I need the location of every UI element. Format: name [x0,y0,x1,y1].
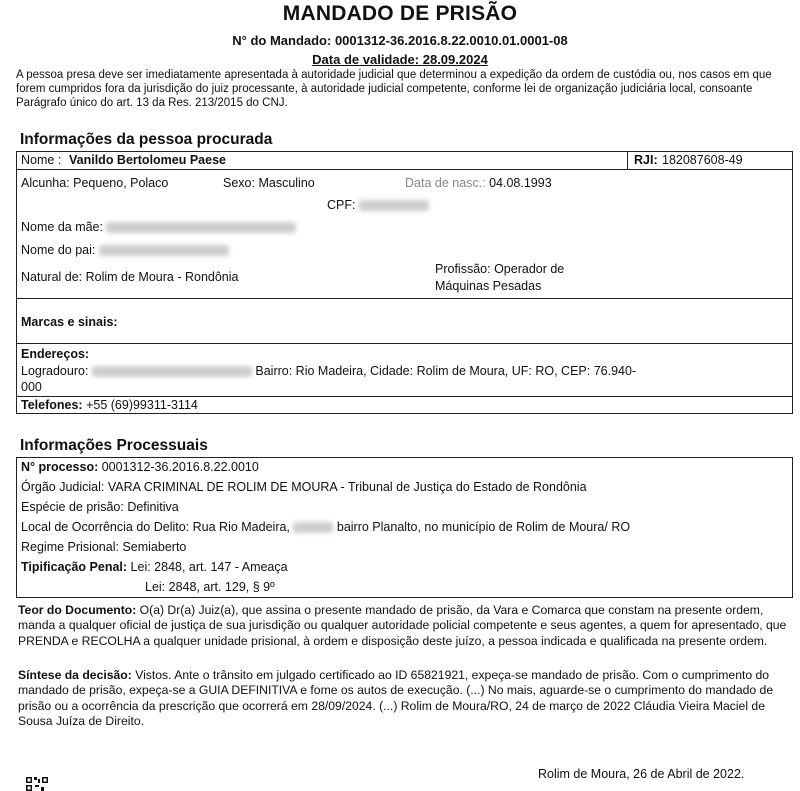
father-name-label: Nome do pai: [21,243,96,257]
cpf-redacted [359,200,429,211]
cpf-label: CPF: [327,198,356,212]
validity-date-line [0,52,800,67]
rji-cell [627,151,793,170]
notice-paragraph: A pessoa presa deve ser imediatamente apresentada à autoridade judicial que determinou a expedição da ordem de custódia ou, nos casos em que forem cumpridos fora da jurisdição do juiz processante, à autoridade judicial competente, conforme lei de organização judiciária local, consoante Parágrafo único do art. 13 da Res. 213/2015 do CNJ. [16,69,772,109]
process-number: 0001312-36.2016.8.22.0010 [101,460,259,474]
arrest-type-field [21,500,179,514]
penal-classification-label: Tipificação Penal: [21,560,128,574]
phone-box [16,396,793,414]
document-content-paragraph [18,603,790,649]
crime-location-label: Local de Ocorrência do Delito: [21,520,190,534]
birth-date-value: 04.08.1993 [489,176,552,190]
alcunha-field [21,176,168,190]
cpf-field [327,198,429,212]
penal-classification-field [21,560,288,574]
document-content-text: O(a) Dr(a) Juiz(a), que assina o presente mandado de prisão, da Vara e Comarca que constam na presente ordem, manda a qualquer oficial de justiça de sua jurisdição ou qualquer autoridade policial competente e seus agentes, a quem for apresentado, que PRENDA e RECOLHA a qualquer unidade prisional, à ordem e disposição deste juízo, a pessoa indicada e qualificada na presente ordem. [18,603,787,648]
validity-date: 28.09.2024 [422,52,488,67]
court-value: VARA CRIMINAL DE ROLIM DE MOURA - Tribunal de Justiça do Estado de Rondônia [107,480,587,494]
document-title: MANDADO DE PRISÃO [282,2,518,25]
name-row [16,151,628,170]
regime-field [21,540,186,554]
penal-classification-1: Lei: 2848, art. 147 - Ameaça [130,560,288,574]
crime-location-redacted [293,522,333,533]
natural-field [21,270,239,284]
mother-name-field [21,220,296,234]
father-name-redacted [99,245,229,256]
person-name: Vanildo Bertolomeu Paese [69,153,226,167]
address-rest: Bairro: Rio Madeira, Cidade: Rolim de Moura, UF: RO, CEP: 76.940- [255,364,637,378]
marks-box [16,298,793,344]
document-content-label: Teor do Documento: [18,603,137,617]
profissao-label: Profissão: [435,262,491,276]
person-details-box [16,169,793,299]
name-label: Nome : [21,153,62,167]
birth-date-field [405,176,552,190]
crime-location-rest: bairro Planalto, no município de Rolim de Moura/ RO [336,520,631,534]
street-label: Logradouro: [21,364,89,378]
decision-summary-text: Vistos. Ante o trânsito em julgado certificado ao ID 65821921, expeça-se mandado de prisão. Com o cumprimento do mandado de prisão, expeça-se a GUIA DEFINITIVA e fome os autos de execução. (...) No mais, aguarde-se o cumprimento do mandado de prisão ou a ocorrência da prescrição que ocorrerá em 28/09/2024. (...) Rolim de Moura/RO, 24 de março de 2022 Cláudia Vieira Maciel de Sousa Juíza de Direito. [18,668,774,729]
mother-name-label: Nome da mãe: [21,220,103,234]
phone-field [21,398,198,412]
address-continuation: 000 [21,380,42,394]
arrest-type-label: Espécie de prisão: [21,500,124,514]
rji-value: 182087608-49 [662,153,743,167]
sexo-field [223,176,315,190]
profissao-value-line1: Operador de [494,262,565,276]
father-name-field [21,243,229,257]
arrest-type-value: Definitiva [127,500,179,514]
section-title-processo: Informações Processuais [20,437,208,454]
validity-label: Data de validade: [312,52,420,67]
regime-label: Regime Prisional: [21,540,119,554]
profissao-value-line2: Máquinas Pesadas [435,279,542,293]
mandado-number-label: N° do Mandado: [232,33,332,48]
sexo-value: Masculino [258,176,315,190]
rji-label: RJI: [634,153,658,167]
mother-name-redacted [106,222,296,233]
process-number-field [21,460,259,474]
section-title-pessoa: Informações da pessoa procurada [20,131,273,148]
alcunha-label: Alcunha: [21,176,70,190]
phone-label: Telefones: [21,398,83,412]
marks-label: Marcas e sinais: [21,315,118,329]
natural-label: Natural de: [21,270,83,284]
regime-value: Semiaberto [122,540,187,554]
mandado-number-line [0,33,800,48]
sexo-label: Sexo: [223,176,255,190]
court-field [21,480,587,494]
decision-summary-paragraph [18,668,790,730]
place-date: Rolim de Moura, 26 de Abril de 2022. [538,767,745,781]
process-box [16,457,793,598]
crime-location-field [21,520,630,534]
qr-code-icon [26,777,48,791]
address-label: Endereços: [21,347,90,361]
street-redacted [92,366,252,377]
street-field [21,364,636,378]
penal-classification-2: Lei: 2848, art. 129, § 9º [145,580,275,594]
phone-value: +55 (69)99311-3114 [86,398,198,412]
crime-location-street: Rua Rio Madeira, [192,520,290,534]
birth-date-label: Data de nasc.: [405,176,486,190]
court-label: Órgão Judicial: [21,480,105,494]
alcunha-value: Pequeno, Polaco [73,176,169,190]
process-number-label: N° processo: [21,460,99,474]
address-box [16,343,793,397]
mandado-number: 0001312-36.2016.8.22.0010.01.0001-08 [334,33,568,48]
natural-value: Rolim de Moura - Rondônia [85,270,239,284]
profissao-field [435,262,564,276]
decision-summary-label: Síntese da decisão: [18,668,132,682]
